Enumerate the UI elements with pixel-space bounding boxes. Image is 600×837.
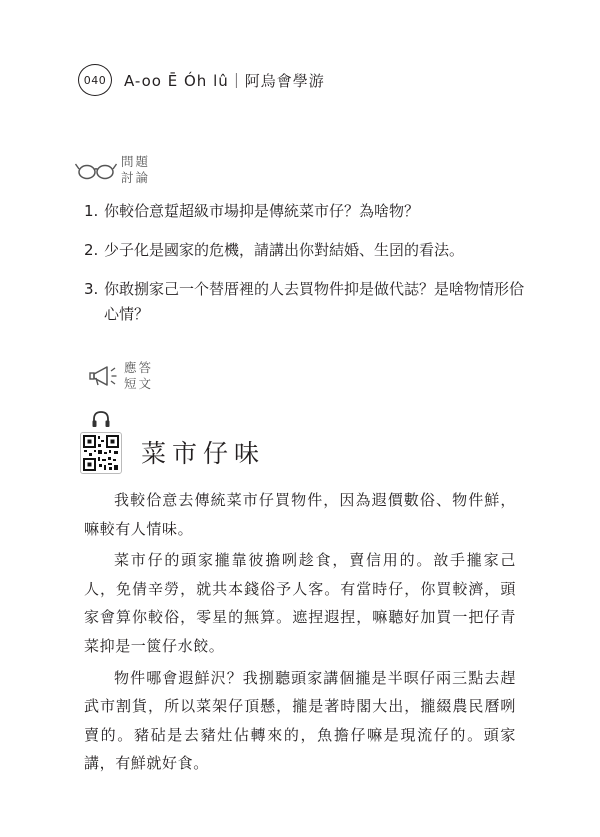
- paragraph: 菜市仔的頭家攏靠彼擔咧趁食，賣信用的。敨手攏家己人，免倩辛勞，就共本錢俗予人客。有當時仔，你買較濟，頭家會算你較俗，零星的無算。遮捏遐捏，嘛聽好加買一把仔青菜抑是一篋仔水餃。: [84, 551, 516, 655]
- answer-label: 應答 短文: [124, 360, 154, 391]
- page-number: 040: [78, 64, 112, 96]
- qr-code-icon[interactable]: [80, 432, 122, 474]
- question-item: 3. 你敢捌家己一个替厝裡的人去買物件抑是做代誌？是啥物情形佮心情？: [84, 280, 525, 323]
- glasses-icon: [75, 158, 117, 182]
- answer-section-mark: [88, 360, 153, 392]
- article-body: [84, 486, 516, 781]
- book-title: A-oo Ē Óh lû｜阿烏會學游: [124, 71, 325, 90]
- article-title: 菜市仔味: [141, 439, 266, 468]
- discussion-section-mark: [75, 154, 150, 186]
- question-item: 2. 少子化是國家的危機，請講出你對結婚、生囝的看法。: [84, 241, 465, 259]
- paragraph: 我較佮意去傳統菜市仔買物件，因為遐價數俗、物件鮮，嘛較有人情味。: [84, 491, 516, 538]
- headphones-icon: [91, 410, 111, 428]
- megaphone-icon: [88, 363, 120, 389]
- paragraph: 物件哪會遐鮮沢？我捌聽頭家講個攏是半暝仔兩三點去趕武市割貨，所以菜架仔頂懸，攏是著時閣大出，攏綴農民曆咧賣的。豬砧是去豬灶佔轉來的，魚擔仔嘛是現流仔的。頭家講，有鮮就好食。: [84, 668, 516, 773]
- question-list: [84, 199, 524, 341]
- discussion-label: 問題 討論: [121, 154, 151, 185]
- page-header: [78, 63, 325, 97]
- question-item: 1. 你較佮意踅超級市場抑是傳統菜市仔？為啥物？: [84, 202, 420, 220]
